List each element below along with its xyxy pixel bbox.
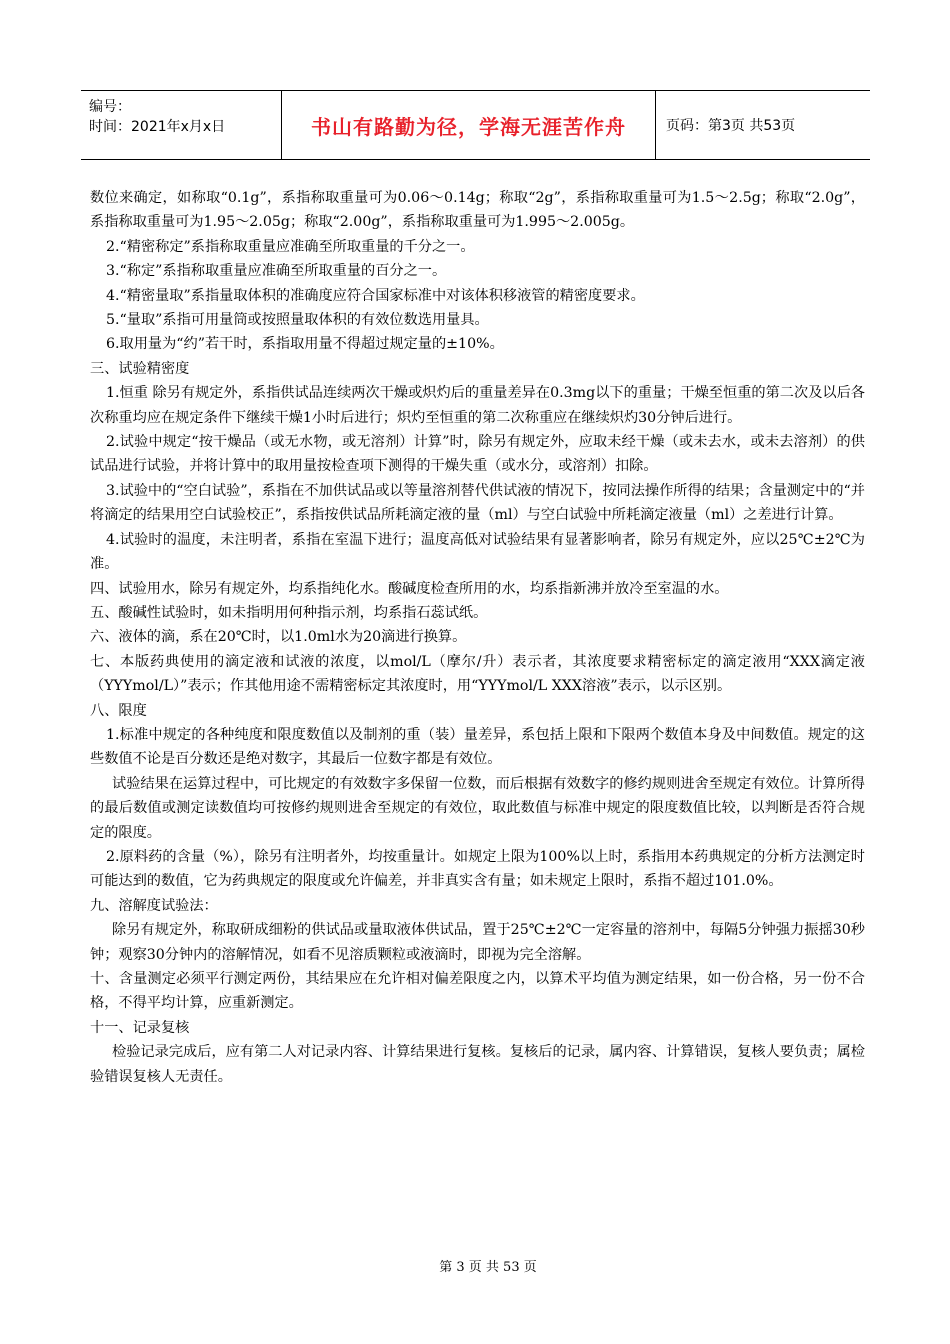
- paragraph: 3.“称定”系指称取重量应准确至所取重量的百分之一。: [106, 263, 447, 280]
- paragraph: 1.标准中规定的各种纯度和限度数值以及制剂的重（装）量差异，系包括上限和下限两个数值本身及中间数值。规定的这些数值不论是百分数还是绝对数字，其最后一位数字都是有效位。: [90, 726, 865, 768]
- paragraph: 三、试验精密度: [90, 360, 190, 377]
- paragraph: 5.“量取”系指可用量筒或按照量取体积的有效位数选用量具。: [106, 312, 489, 329]
- paragraph: 七、本版药典使用的滴定液和试液的浓度，以mol/L（摩尔/升）表示者，其浓度要求精密标定的滴定液用“XXX滴定液（YYYmol/L）”表示；作其他用途不需精密标定其浓度时，用“YYYmol/L XXX溶液”表示，以示区别。: [90, 653, 865, 695]
- paragraph: 4.试验时的温度，未注明者，系指在室温下进行；温度高低对试验结果有显著影响者，除另有规定外，应以25℃±2℃为准。: [90, 531, 865, 573]
- paragraph: 十一、记录复核: [90, 1019, 190, 1036]
- paragraph: 数位来确定，如称取“0.1g”，系指称取重量可为0.06～0.14g；称取“2g”，系指称取重量可为1.5～2.5g；称取“2.0g”，系指称取重量可为1.95～2.05g；称取“2.00g”，系指称取重量可为1.995～2.005g。: [90, 190, 865, 231]
- paragraph: 除另有规定外，称取研成细粉的供试品或量取液体供试品，置于25℃±2℃一定容量的溶剂中，每隔5分钟强力振摇30秒钟；观察30分钟内的溶解情况，如看不见溶质颗粒或液滴时，即视为完全溶解。: [90, 922, 865, 963]
- page-footer: 第 3 页 共 53 页: [439, 1260, 537, 1275]
- paragraph: 九、溶解度试验法：: [90, 897, 218, 914]
- document-header: [81, 90, 870, 160]
- paragraph: 2.原料药的含量（%），除另有注明者外，均按重量计。如规定上限为100%以上时，系指用本药典规定的分析方法测定时可能达到的数值，它为药典规定的限度或允许偏差，并非真实含有量；如未规定上限时，系指不超过101.0%。: [90, 848, 865, 890]
- paragraph: 1.恒重 除另有规定外，系指供试品连续两次干燥或炽灼后的重量差异在0.3mg以下的重量；干燥至恒重的第二次及以后各次称重均应在规定条件下继续干燥1小时后进行；炽灼至恒重的第二次称重应在继续炽灼30分钟后进行。: [90, 385, 865, 426]
- paragraph: 2.“精密称定”系指称取重量应准确至所取重量的千分之一。: [106, 238, 475, 255]
- time-label: 时间：2021年x月x日: [89, 119, 226, 135]
- number-label: 编号：: [89, 99, 131, 115]
- paragraph: 八、限度: [90, 702, 147, 719]
- paragraph: 检验记录完成后，应有第二人对记录内容、计算结果进行复核。复核后的记录，属内容、计算错误，复核人要负责；属检验错误复核人无责任。: [90, 1044, 865, 1085]
- paragraph: 六、液体的滴，系在20℃时，以1.0ml水为20滴进行换算。: [90, 629, 467, 646]
- paragraph: 4.“精密量取”系指量取体积的准确度应符合国家标准中对该体积移液管的精密度要求。: [106, 287, 645, 304]
- header-page-info: 页码：第3页 共53页: [666, 118, 796, 134]
- paragraph: 2.试验中规定“按干燥品（或无水物，或无溶剂）计算”时，除另有规定外，应取未经干燥（或未去水，或未去溶剂）的供试品进行试验，并将计算中的取用量按检查项下测得的干燥失重（或水分，或溶剂）扣除。: [90, 434, 865, 475]
- paragraph: 试验结果在运算过程中，可比规定的有效数字多保留一位数，而后根据有效数字的修约规则进舍至规定有效位。计算所得的最后数值或测定读数值均可按修约规则进舍至规定的有效位，取此数值与标准中规定的限度数值比较，以判断是否符合规定的限度。: [90, 775, 865, 841]
- header-meta: [81, 91, 282, 159]
- document-body: [90, 186, 865, 1089]
- header-motto: 书山有路勤为径，学海无涯苦作舟: [282, 91, 656, 159]
- paragraph: 十、含量测定必须平行测定两份，其结果应在允许相对偏差限度之内，以算术平均值为测定结果，如一份合格，另一份不合格，不得平均计算，应重新测定。: [90, 971, 865, 1012]
- paragraph: 3.试验中的“空白试验”，系指在不加供试品或以等量溶剂替代供试液的情况下，按同法操作所得的结果；含量测定中的“并将滴定的结果用空白试验校正”，系指按供试品所耗滴定液的量（ml）与空白试验中所耗滴定液量（ml）之差进行计算。: [90, 482, 865, 524]
- paragraph: 五、酸碱性试验时，如未指明用何种指示剂，均系指石蕊试纸。: [90, 604, 488, 621]
- paragraph: 6.取用量为“约”若干时，系指取用量不得超过规定量的±10%。: [106, 336, 504, 353]
- paragraph: 四、试验用水，除另有规定外，均系指纯化水。酸碱度检查所用的水，均系指新沸并放冷至室温的水。: [90, 580, 729, 597]
